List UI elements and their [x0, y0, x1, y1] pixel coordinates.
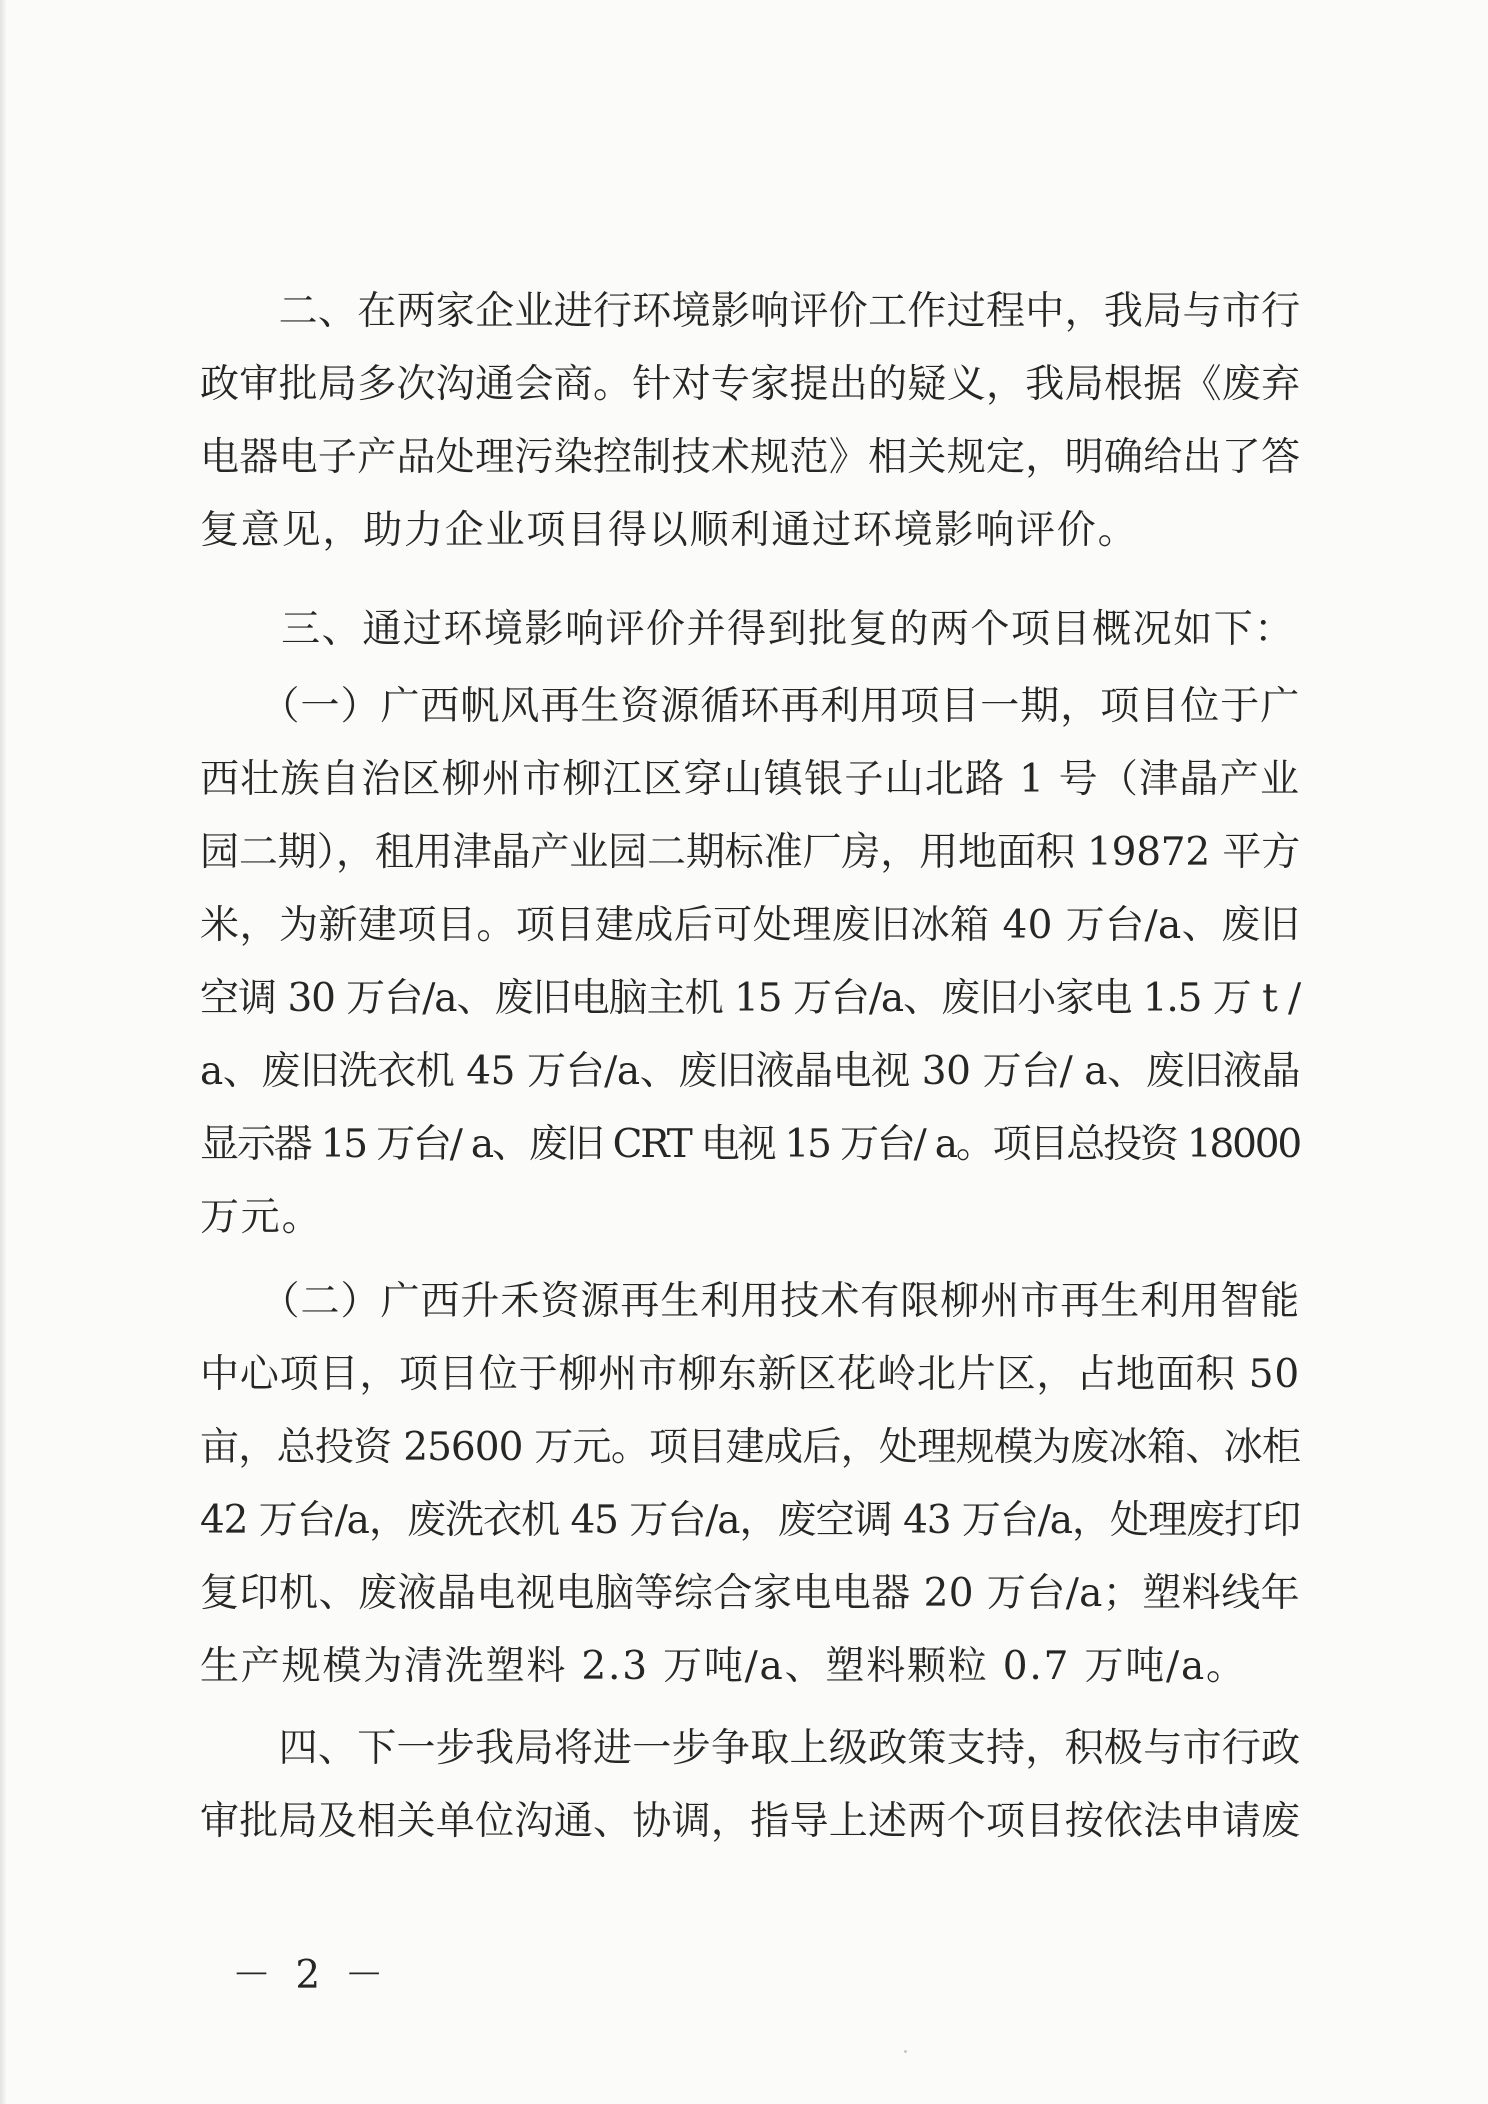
body-line-5: 三、通过环境影响评价并得到批复的两个项目概况如下： — [200, 607, 1295, 652]
body-line-18: 复印机、废液晶电视电脑等综合家电电器 20 万台/a；塑料线年 — [200, 1571, 1300, 1616]
body-line-21: 审批局及相关单位沟通、协调，指导上述两个项目按依法申请废 — [200, 1799, 1301, 1844]
body-line-14: （二）广西升禾资源再生利用技术有限柳州市再生利用智能 — [200, 1279, 1300, 1324]
body-line-6: （一）广西帆风再生资源循环再利用项目一期，项目位于广 — [200, 684, 1300, 729]
body-line-8: 园二期），租用津晶产业园二期标准厂房，用地面积 19872 平方 — [200, 830, 1300, 875]
body-line-16: 亩，总投资 25600 万元。项目建成后，处理规模为废冰箱、冰柜 — [200, 1425, 1300, 1470]
body-line-3: 电器电子产品处理污染控制技术规范》相关规定，明确给出了答 — [200, 435, 1301, 480]
body-line-19: 生产规模为清洗塑料 2.3 万吨/a、塑料颗粒 0.7 万吨/a。 — [200, 1644, 1247, 1689]
scan-edge-shadow — [0, 0, 6, 2104]
body-line-7: 西壮族自治区柳州市柳江区穿山镇银子山北路 1 号（津晶产业 — [200, 757, 1300, 802]
body-line-13: 万元。 — [200, 1195, 323, 1240]
body-line-1: 二、在两家企业进行环境影响评价工作过程中，我局与市行 — [200, 289, 1301, 334]
body-line-2: 政审批局多次沟通会商。针对专家提出的疑义，我局根据《废弃 — [200, 362, 1301, 407]
body-line-12: 显示器 15 万台/ a、废旧 CRT 电视 15 万台/ a。项目总投资 18000 — [200, 1122, 1300, 1167]
page-number: － 2 － — [232, 1953, 390, 1998]
body-line-9: 米，为新建项目。项目建成后可处理废旧冰箱 40 万台/a、废旧 — [200, 903, 1300, 948]
body-line-15: 中心项目，项目位于柳州市柳东新区花岭北片区，占地面积 50 — [200, 1352, 1300, 1397]
body-line-17: 42 万台/a，废洗衣机 45 万台/a，废空调 43 万台/a，处理废打印 — [200, 1498, 1300, 1543]
body-line-20: 四、下一步我局将进一步争取上级政策支持，积极与市行政 — [200, 1726, 1301, 1771]
body-line-4: 复意见，助力企业项目得以顺利通过环境影响评价。 — [200, 508, 1139, 553]
scan-speck — [904, 2050, 907, 2053]
body-line-10: 空调 30 万台/a、废旧电脑主机 15 万台/a、废旧小家电 1.5 万 t / — [200, 976, 1300, 1021]
body-line-11: a、废旧洗衣机 45 万台/a、废旧液晶电视 30 万台/ a、废旧液晶 — [200, 1049, 1300, 1094]
